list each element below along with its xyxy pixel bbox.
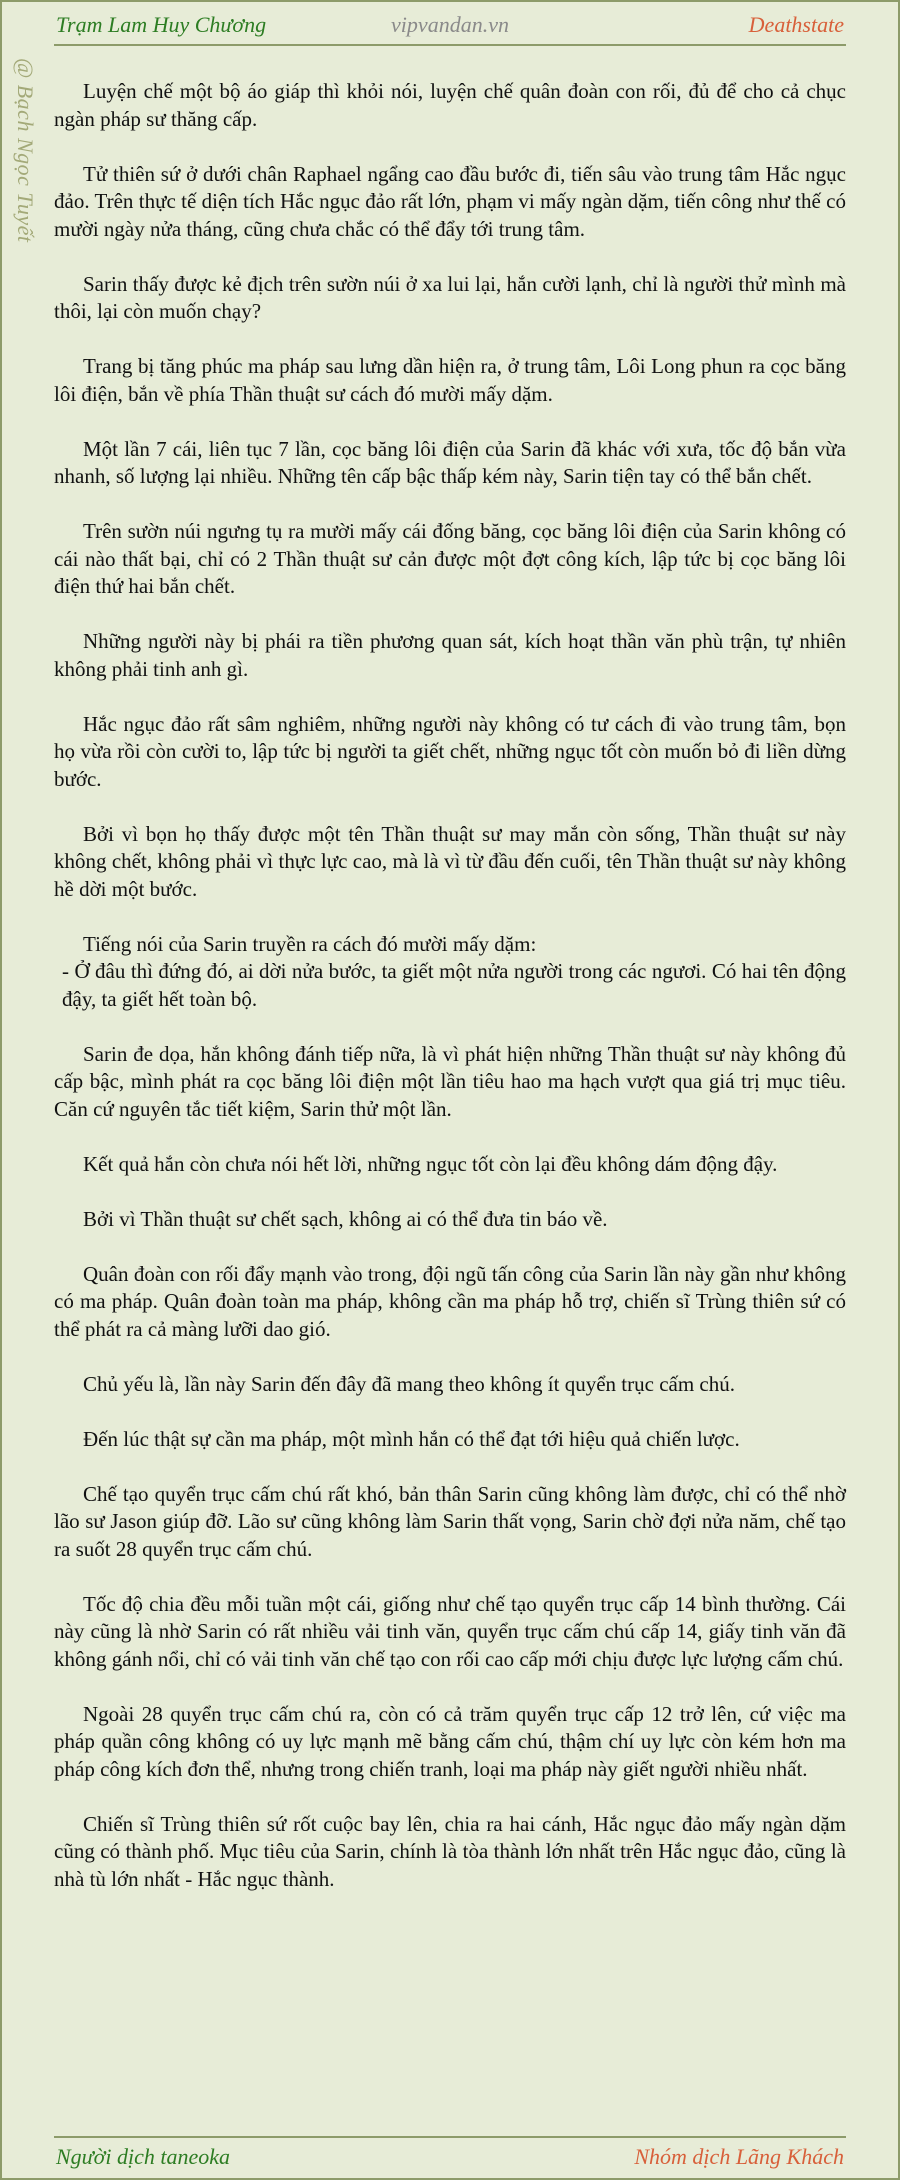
- group-credit: Nhóm dịch Lãng Khách: [634, 2144, 844, 2169]
- paragraph: Trang bị tăng phúc ma pháp sau lưng dần hiện ra, ở trung tâm, Lôi Long phun ra cọc băng lôi điện, bắn về phía Thần thuật sư cách đó mười mấy dặm.: [54, 354, 846, 406]
- paragraph: Những người này bị phái ra tiền phương quan sát, kích hoạt thần văn phù trận, tự nhiên không phải tinh anh gì.: [54, 629, 846, 681]
- paragraph: Bởi vì Thần thuật sư chết sạch, không ai có thể đưa tin báo về.: [83, 1206, 608, 1231]
- page-footer: [54, 2136, 846, 2176]
- paragraph: Chủ yếu là, lần này Sarin đến đây đã mang theo không ít quyển trục cấm chú.: [83, 1371, 735, 1396]
- paragraph: Chế tạo quyển trục cấm chú rất khó, bản thân Sarin cũng không làm được, chỉ có thể nhờ lão sư Jason giúp đỡ. Lão sư cũng không làm Sarin thất vọng, Sarin chờ đợi nửa năm, chế tạo ra suốt 28 quyển trục cấm chú.: [54, 1481, 846, 1561]
- paragraph: Một lần 7 cái, liên tục 7 lần, cọc băng lôi điện của Sarin đã khác với xưa, tốc độ bắn vừa nhanh, số lượng lại nhiều. Những tên cấp bậc thấp kém này, Sarin tiện tay có thể bắn chết.: [54, 436, 846, 488]
- paragraph: Đến lúc thật sự cần ma pháp, một mình hắn có thể đạt tới hiệu quả chiến lược.: [83, 1426, 740, 1451]
- speech-block: [54, 931, 846, 1014]
- paragraph: Kết quả hắn còn chưa nói hết lời, những ngục tốt còn lại đều không dám động đậy.: [83, 1151, 778, 1176]
- speech-quote: - Ở đâu thì đứng đó, ai dời nửa bước, ta giết một nửa người trong các ngươi. Có hai tên động đậy, ta giết hết toàn bộ.: [62, 959, 846, 1011]
- book-title: Trạm Lam Huy Chương: [56, 12, 267, 37]
- speech-intro: Tiếng nói của Sarin truyền ra cách đó mười mấy dặm:: [83, 931, 537, 956]
- paragraph: Tốc độ chia đều mỗi tuần một cái, giống như chế tạo quyển trục cấp 14 bình thường. Cái này cũng là nhờ Sarin có rất nhiều vải tinh văn, quyển trục cấm chú cấp 14, giấy tinh văn đã không gánh nổi, chỉ có vải tinh văn chế tạo con rối cao cấp mới chịu được lực lượng cấm chú.: [54, 1591, 846, 1671]
- paragraph: Chiến sĩ Trùng thiên sứ rốt cuộc bay lên, chia ra hai cánh, Hắc ngục đảo mấy ngàn dặm cũng có thành phố. Mục tiêu của Sarin, chính là tòa thành lớn nhất trên Hắc ngục đảo, cũng là nhà tù lớn nhất - Hắc ngục thành.: [54, 1811, 846, 1891]
- paragraph: Tử thiên sứ ở dưới chân Raphael ngẩng cao đầu bước đi, tiến sâu vào trung tâm Hắc ngục đảo. Trên thực tế diện tích Hắc ngục đảo rất lớn, phạm vi mấy ngàn dặm, tiến công như thế có mười ngày nửa tháng, cũng chưa chắc có thể đẩy tới trung tâm.: [54, 161, 846, 241]
- paragraph: Ngoài 28 quyển trục cấm chú ra, còn có cả trăm quyển trục cấp 12 trở lên, cứ việc ma pháp quần công không có uy lực mạnh mẽ bằng cấm chú, thậm chí uy lực còn kém hơn ma pháp công kích đơn thể, nhưng trong chiến tranh, loại ma pháp này giết người nhiều nhất.: [54, 1701, 846, 1781]
- author-name: Deathstate: [748, 12, 844, 37]
- website-label: vipvandan.vn: [391, 12, 509, 37]
- paragraph: Sarin đe dọa, hắn không đánh tiếp nữa, là vì phát hiện những Thần thuật sư này không đủ cấp bậc, mình phát ra cọc băng lôi điện một lần tiêu hao ma hạch vượt qua giá trị mục tiêu. Căn cứ nguyên tắc tiết kiệm, Sarin thử một lần.: [54, 1041, 846, 1121]
- side-watermark: @ Bạch Ngọc Tuyết: [13, 58, 38, 243]
- paragraph: Trên sườn núi ngưng tụ ra mười mấy cái đống băng, cọc băng lôi điện của Sarin không có cái nào thất bại, chỉ có 2 Thần thuật sư cản được một đợt công kích, lập tức bị cọc băng lôi điện thứ hai bắn chết.: [54, 519, 846, 598]
- chapter-text: [54, 78, 846, 1921]
- paragraph: Quân đoàn con rối đẩy mạnh vào trong, đội ngũ tấn công của Sarin lần này gần như không có ma pháp. Quân đoàn toàn ma pháp, không cần ma pháp hỗ trợ, chiến sĩ Trùng thiên sứ có thể phát ra cả màng lưỡi dao gió.: [54, 1261, 846, 1341]
- paragraph: Bởi vì bọn họ thấy được một tên Thần thuật sư may mắn còn sống, Thần thuật sư này không chết, không phải vì thực lực cao, mà là vì từ đầu đến cuối, tên Thần thuật sư này không hề dời một bước.: [54, 821, 846, 901]
- page-header: [54, 8, 846, 46]
- paragraph: Hắc ngục đảo rất sâm nghiêm, những người này không có tư cách đi vào trung tâm, bọn họ vừa rồi còn cười to, lập tức bị người ta giết chết, những ngục tốt còn muốn bỏ đi liền dừng bước.: [54, 711, 846, 791]
- paragraph: Sarin thấy được kẻ địch trên sườn núi ở xa lui lại, hắn cười lạnh, chỉ là người thử mình mà thôi, lại còn muốn chạy?: [54, 271, 846, 323]
- translator-credit: Người dịch taneoka: [56, 2144, 231, 2169]
- paragraph: Luyện chế một bộ áo giáp thì khỏi nói, luyện chế quân đoàn con rối, đủ để cho cả chục ngàn pháp sư thăng cấp.: [54, 79, 846, 131]
